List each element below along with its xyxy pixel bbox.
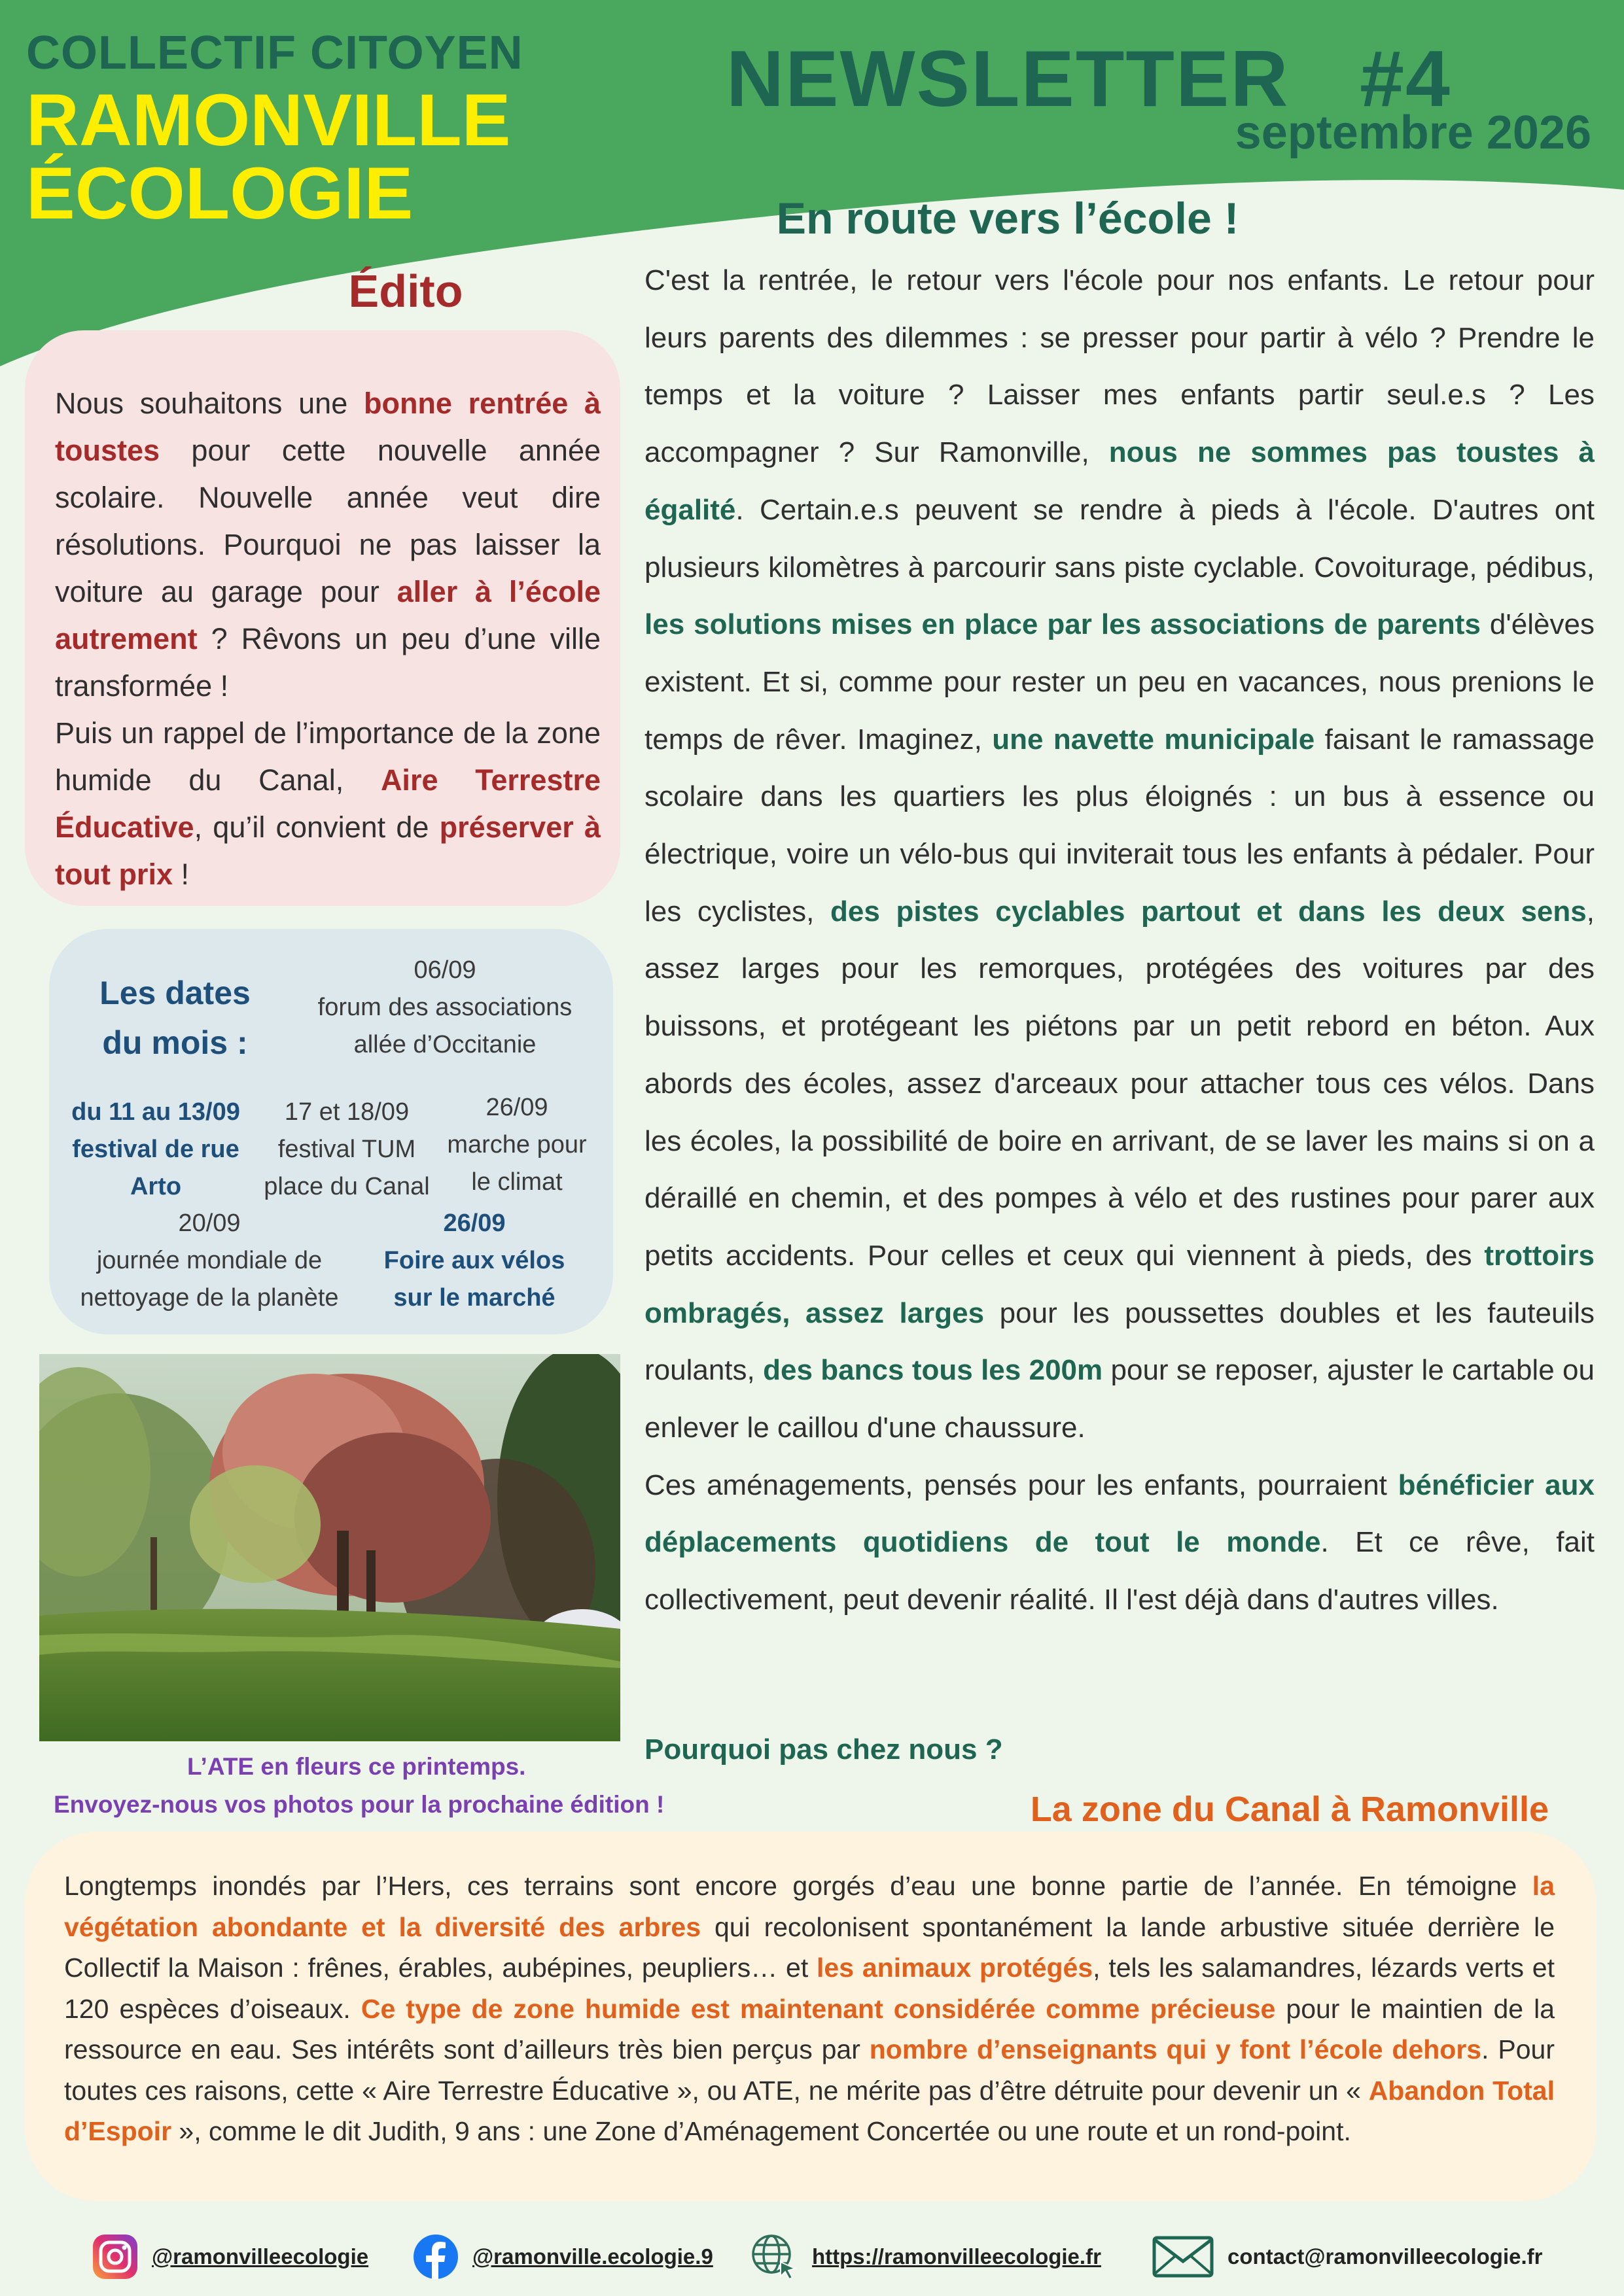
article-run: , assez larges pour les remorques, protégées des voitures par des buissons, et protégeant les piétons par un petit rebord en béton. Aux abords des écoles, assez d'arceaux pour attacher tous ces vélos. Dans les écoles, la possibilité de boire en arrivant, de se laver les mains si on a déraillé en chemin, et des pompes à vélo et des rustines pour parer aux petits accidents. Pour celles et ceux qui viennent à pieds, des xyxy=(644,895,1595,1272)
date-item xyxy=(62,1205,357,1317)
dates-title-line2: du mois : xyxy=(102,1024,248,1061)
instagram-icon xyxy=(92,2233,139,2280)
globe-icon xyxy=(749,2232,799,2282)
brand-name-line1: RAMONVILLE xyxy=(26,79,511,161)
date-item xyxy=(281,952,609,1064)
canal-text xyxy=(64,1866,1555,2152)
article-highlight: des pistes cyclables partout et dans les deux sens xyxy=(830,895,1587,928)
canal-run: », comme le dit Judith, 9 ans : une Zone d’Aménagement Concertée ou une route et un rond-point. xyxy=(171,2116,1351,2146)
date-item-line1: marche pour xyxy=(447,1131,587,1158)
facebook-link[interactable] xyxy=(412,2227,713,2286)
edito-run: , qu’il convient de xyxy=(194,810,440,844)
edito-run: ? Rêvons un peu d’une ville transformée ! xyxy=(55,622,601,703)
article-closing: Pourquoi pas chez nous ? xyxy=(644,1733,1003,1765)
date-item-line1: forum des associations xyxy=(317,994,573,1021)
edito-highlight: bonne rentrée à toustes xyxy=(55,387,601,467)
collectif-label: COLLECTIF CITOYEN xyxy=(26,27,523,79)
date-item-date: du 11 au 13/09 xyxy=(71,1098,240,1126)
edito-run: Puis un rappel de l’importance de la zone humide du Canal, xyxy=(55,716,601,797)
canal-run: Longtemps inondés par l’Hers, ces terrains sont encore gorgés d’eau une bonne partie de l’année. En témoigne xyxy=(64,1871,1532,1901)
date-item-line2: sur le marché xyxy=(393,1284,556,1312)
date-item-line1: festival TUM xyxy=(277,1136,416,1163)
article-highlight: bénéficier aux déplacements quotidiens de tout le monde xyxy=(644,1469,1595,1559)
date-item-line2: le climat xyxy=(471,1168,563,1196)
instagram-handle[interactable]: @ramonvilleecologie xyxy=(152,2244,369,2269)
date-item-line1: Foire aux vélos xyxy=(383,1247,565,1274)
date-item-date: 26/09 xyxy=(485,1094,548,1121)
article-highlight: une navette municipale xyxy=(992,723,1315,756)
date-item-date: 26/09 xyxy=(443,1209,506,1237)
article-highlight: les solutions mises en place par les associations de parents xyxy=(644,608,1481,641)
article-run: . Et ce rêve, fait collectivement, peut devenir réalité. Il l'est déjà dans d'autres villes. xyxy=(644,1526,1595,1616)
article-run: pour les poussettes doubles et les fauteuils roulants, xyxy=(644,1296,1595,1387)
article-run: . Certain.e.s peuvent se rendre à pieds à l'école. D'autres ont plusieurs kilomètres à parcourir sans piste cyclable. Covoiturage, pédibus, xyxy=(644,493,1595,583)
article-run: faisant le ramassage scolaire dans les quartiers les plus éloignés : un bus à essence ou électrique, voire un vélo-bus qui inviterait tous les enfants à pédaler. Pour les cyclistes, xyxy=(644,723,1595,928)
article-highlight: nous ne sommes pas toustes à égalité xyxy=(644,436,1595,526)
brand-name-line2: ÉCOLOGIE xyxy=(26,152,414,234)
article-run: C'est la rentrée, le retour vers l'école pour nos enfants. Le retour pour leurs parents des dilemmes : se presser pour partir à vélo ? Prendre le temps et la voiture ? Laisser mes enfants partir seul.e.s ? Les accompagner ? Sur Ramonville, xyxy=(644,264,1595,469)
facebook-icon xyxy=(412,2233,459,2280)
date-item-date: 06/09 xyxy=(414,956,476,984)
date-item-date: 20/09 xyxy=(178,1209,241,1237)
edito-highlight: aller à l’école autrement xyxy=(55,575,601,655)
article-highlight: trottoirs ombragés, assez larges xyxy=(644,1239,1595,1329)
edito-box xyxy=(25,330,620,906)
date-item-line2: nettoyage de la planète xyxy=(80,1284,339,1312)
canal-box xyxy=(25,1832,1597,2201)
edito-run: Nous souhaitons une xyxy=(55,387,364,420)
date-item-date: 17 et 18/09 xyxy=(284,1098,410,1126)
article-run: d'élèves existent. Et si, comme pour rester un peu en vacances, nous prenions le temps de rêver. Imaginez, xyxy=(644,608,1595,756)
canal-highlight: les animaux protégés xyxy=(817,1953,1093,1983)
newsletter-date: septembre 2026 xyxy=(1235,107,1591,159)
canal-highlight: la végétation abondante et la diversité des arbres xyxy=(64,1871,1555,1942)
canal-run: , tels les salamandres, lézards verts et 120 espèces d’oiseaux. xyxy=(64,1953,1555,2024)
dates-title-line1: Les dates xyxy=(99,975,251,1011)
edito-highlight: Aire Terrestre Éducative xyxy=(55,763,601,844)
email-link[interactable] xyxy=(1152,2227,1542,2286)
photo-caption-line2: Envoyez-nous vos photos pour la prochaine édition ! xyxy=(54,1791,665,1818)
date-item-line2: Arto xyxy=(130,1173,182,1200)
ate-spring-photo xyxy=(39,1354,620,1741)
edito-highlight: préserver à tout prix xyxy=(55,810,601,891)
mail-icon xyxy=(1152,2234,1214,2280)
date-item-line1: festival de rue xyxy=(72,1136,239,1163)
newsletter-title: NEWSLETTER #4 xyxy=(726,34,1451,123)
canal-highlight: Abandon Total d’Espoir xyxy=(64,2075,1555,2146)
canal-title: La zone du Canal à Ramonville xyxy=(1030,1790,1549,1829)
canal-run: pour le maintien de la ressource en eau. Ses intérêts sont d’ailleurs très bien perçus par xyxy=(64,1993,1555,2064)
edito-run: pour cette nouvelle année scolaire. Nouvelle année veut dire résolutions. Pourquoi ne pas laisser la voiture au garage pour xyxy=(55,434,601,608)
article-run: Ces aménagements, pensés pour les enfants, pourraient xyxy=(644,1469,1398,1501)
date-item-line2: allée d’Occitanie xyxy=(353,1031,537,1058)
article-run: pour se reposer, ajuster le cartable ou enlever le caillou d'une chaussure. xyxy=(644,1354,1595,1444)
canal-highlight: Ce type de zone humide est maintenant considérée comme précieuse xyxy=(361,1993,1276,2024)
canal-highlight: nombre d’enseignants qui y font l’école dehors xyxy=(869,2034,1482,2064)
canal-run: . Pour toutes ces raisons, cette « Aire Terrestre Éducative », ou ATE, ne mérite pas d’être détruite pour devenir un « xyxy=(64,2034,1555,2106)
instagram-link[interactable] xyxy=(92,2227,368,2286)
facebook-handle[interactable]: @ramonville.ecologie.9 xyxy=(472,2244,713,2269)
date-item xyxy=(432,1089,602,1201)
canal-run: qui recolonisent spontanément la lande arbustive située derrière le Collectif la Maison : frênes, érables, aubépines, peupliers… et xyxy=(64,1911,1555,1983)
website-url[interactable]: https://ramonvilleecologie.fr xyxy=(812,2244,1101,2269)
date-item-line1: journée mondiale de xyxy=(96,1247,323,1274)
date-item xyxy=(58,1094,254,1206)
article-text xyxy=(644,252,1595,1629)
date-item xyxy=(366,1205,582,1317)
edito-title: Édito xyxy=(348,266,463,317)
date-item xyxy=(255,1094,438,1206)
article-title: En route vers l’école ! xyxy=(776,194,1239,243)
website-link[interactable] xyxy=(749,2227,1101,2286)
photo-caption-line1: L’ATE en fleurs ce printemps. xyxy=(187,1753,526,1780)
edito-text xyxy=(55,380,601,898)
article-highlight: des bancs tous les 200m xyxy=(763,1354,1103,1387)
dates-title xyxy=(85,968,265,1068)
date-item-line2: place du Canal xyxy=(264,1173,430,1200)
edito-run: ! xyxy=(172,858,189,891)
contact-email[interactable]: contact@ramonvilleecologie.fr xyxy=(1227,2244,1543,2269)
